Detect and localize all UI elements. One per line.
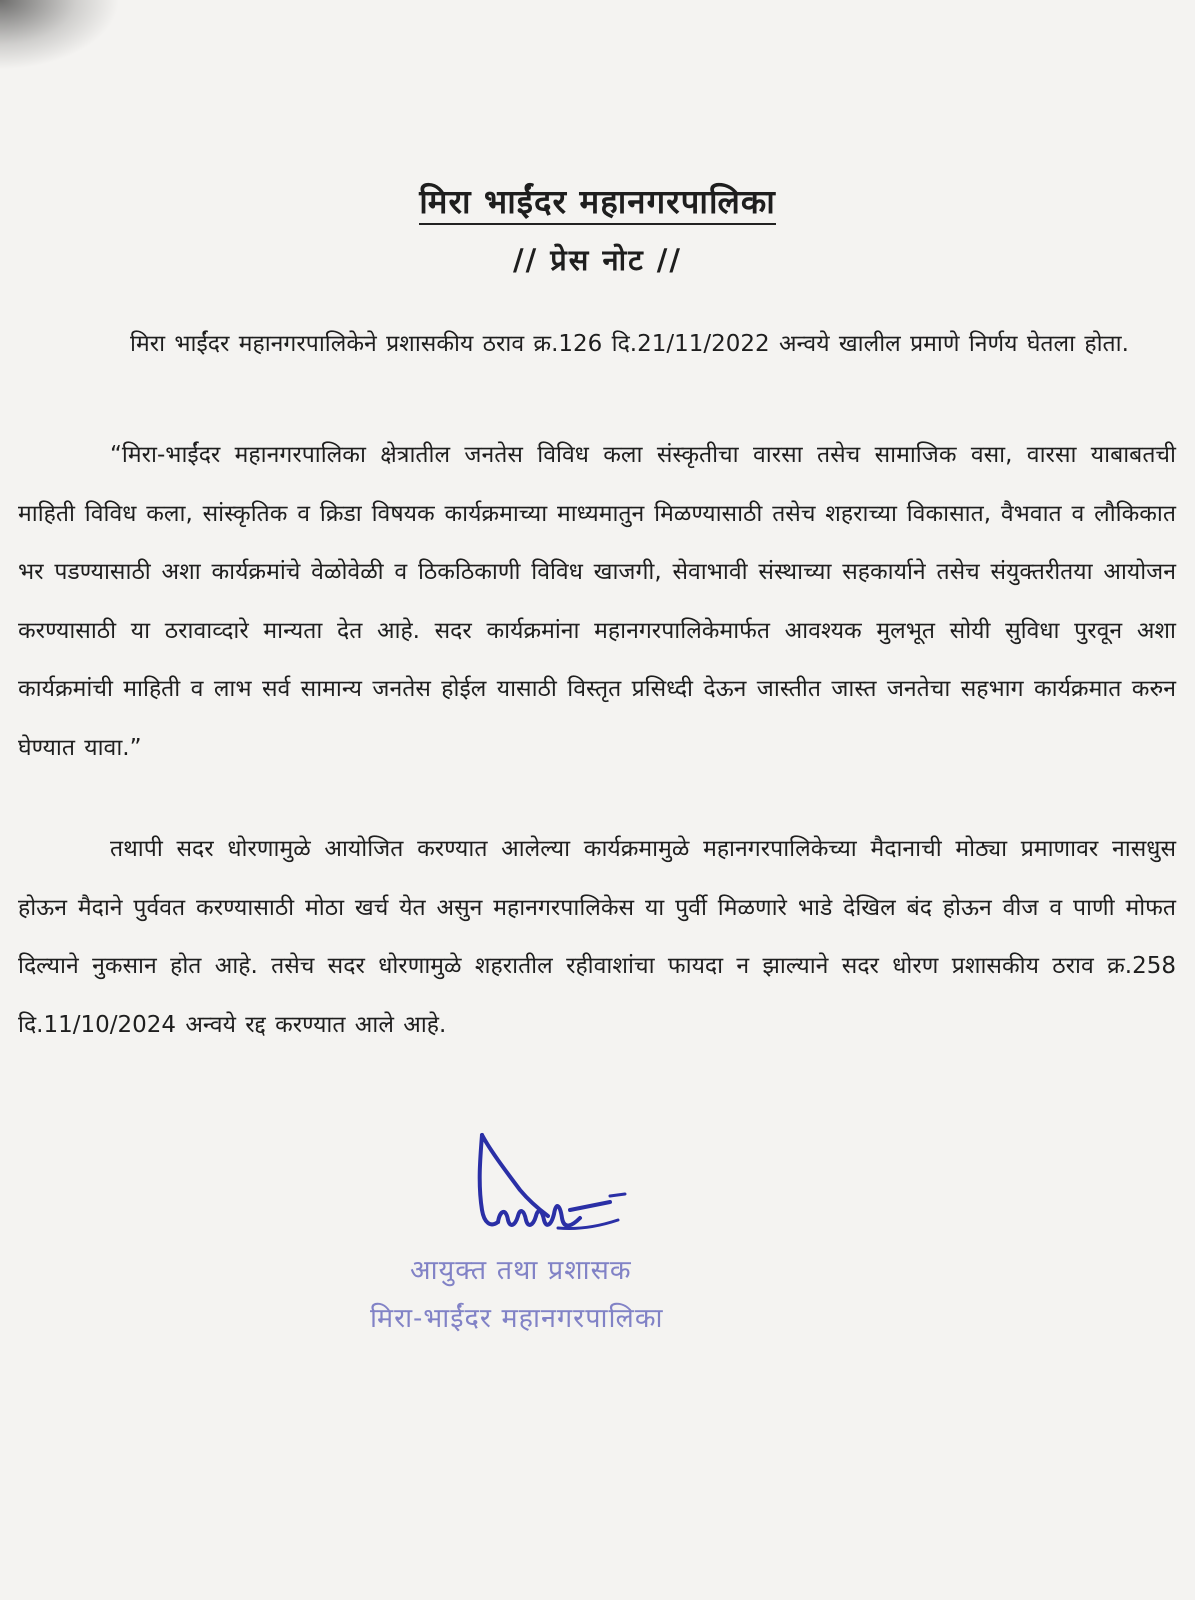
stamp-designation: आयुक्त तथा प्रशासक: [410, 1255, 632, 1286]
paragraph-quoted-resolution: “मिरा-भाईंदर महानगरपालिका क्षेत्रातील जनतेस विविध कला संस्कृतीचा वारसा तसेच सामाजिक वसा, वारसा याबाबतची माहिती विविध कला, सांस्कृतिक व क्रिडा विषयक कार्यक्रमाच्या माध्यमातुन मिळण्यासाठी तसेच शहराच्या विकासात, वैभवात व लौकिकात भर पडण्यासाठी अशा कार्यक्रमांचे वेळोवेळी व ठिकठिकाणी विविध खाजगी, सेवाभावी संस्थाच्या सहकार्याने तसेच संयुक्तरीतया आयोजन करण्यासाठी या ठरावाव्दारे मान्यता देत आहे. सदर कार्यक्रमांना महानगरपालिकेमार्फत आवश्यक मुलभूत सोयी सुविधा पुरवून अशा कार्यक्रमांची माहिती व लाभ सर्व सामान्य जनतेस होईल यासाठी विस्तृत प्रसिध्दी देऊन जास्तीत जास्त जनतेचा सहभाग कार्यक्रमात करुन घेण्यात यावा.”: [18, 442, 1176, 761]
scan-shadow: [0, 0, 120, 70]
handwritten-signature: [420, 1130, 640, 1250]
stamp-organization: मिरा-भाईंदर महानगरपालिका: [370, 1303, 664, 1334]
document-subtitle: // प्रेस नोट //: [513, 243, 682, 277]
signature-block: [360, 1130, 820, 1360]
document-title: [0, 178, 1195, 223]
document-title-text: मिरा भाईंदर महानगरपालिका: [419, 182, 776, 225]
paragraph-cancellation: तथापी सदर धोरणामुळे आयोजित करण्यात आलेल्या कार्यक्रमामुळे महानगरपालिकेच्या मैदानाची मोठ्या प्रमाणावर नासधुस होऊन मैदाने पुर्ववत करण्यासाठी मोठा खर्च येत असुन महानगरपालिकेस या पुर्वी मिळणारे भाडे देखिल बंद होऊन वीज व पाणी मोफत दिल्याने नुकसान होत आहे. तसेच सदर धोरणामुळे शहरातील रहीवाशांचा फायदा न झाल्याने सदर धोरण प्रशासकीय ठराव क्र.258 दि.11/10/2024 अन्वये रद्द करण्यात आले आहे.: [18, 836, 1176, 1038]
paragraph-intro: मिरा भाईंदर महानगरपालिकेने प्रशासकीय ठराव क्र.126 दि.21/11/2022 अन्वये खालील प्रमाणे निर्णय घेतला होता.: [130, 331, 1129, 357]
